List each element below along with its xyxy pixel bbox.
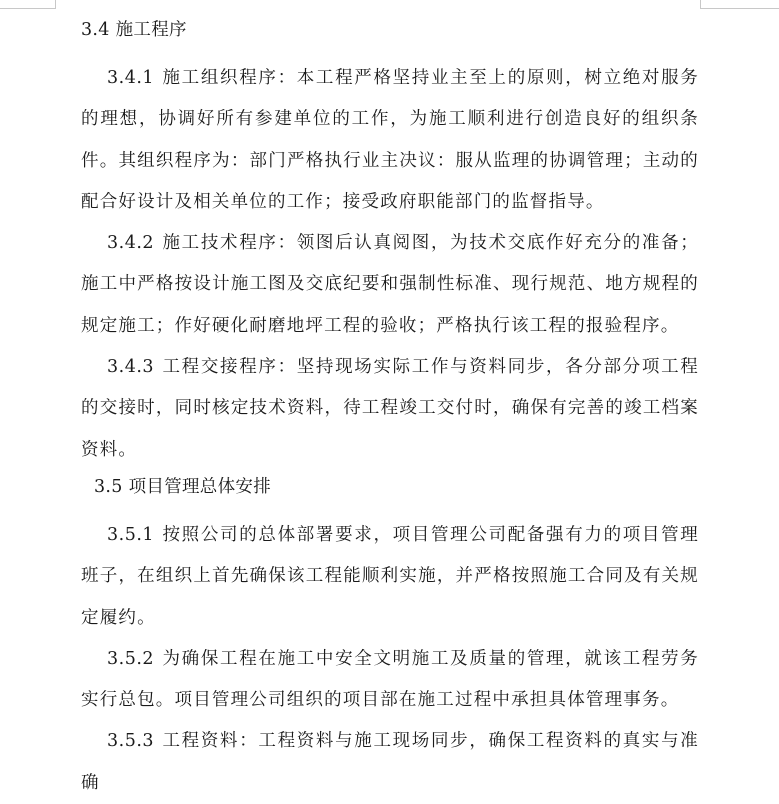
paragraph-text: 施工技术程序：领图后认真阅图，为技术交底作好充分的准备；施工中严格按设计施工图及交底纪要和强制性标准、现行规范、地方规程的规定施工；作好硬化耐磨地坪工程的验收；严格执行该工程的报验程序。	[81, 233, 699, 336]
paragraph-3-4-2	[81, 223, 699, 347]
paragraph-3-5-1	[81, 515, 699, 639]
paragraph-number: 3.4.1	[107, 68, 155, 88]
paragraph-3-5-2	[81, 639, 699, 722]
paragraph-3-4-1	[81, 58, 699, 223]
paragraph-text: 为确保工程在施工中安全文明施工及质量的管理，就该工程劳务实行总包。项目管理公司组织的项目部在施工过程中承担具体管理事务。	[81, 648, 699, 711]
crop-mark-top-left-vertical	[55, 0, 56, 9]
document-body	[81, 14, 699, 804]
paragraph-number: 3.4.3	[107, 357, 155, 378]
paragraph-text: 工程资料：工程资料与施工现场同步，确保工程资料的真实与准确	[81, 731, 699, 793]
paragraph-text: 施工组织程序：本工程严格坚持业主至上的原则，树立绝对服务的理想，协调好所有参建单位的工作，为施工顺利进行创造良好的组织条件。其组织程序为：部门严格执行业主决议：服从监理的协调管理；主动的配合好设计及相关单位的工作；接受政府职能部门的监督指导。	[81, 68, 699, 212]
paragraph-number: 3.5.2	[107, 648, 155, 669]
section-heading-3-5: 3.5 项目管理总体安排	[94, 476, 271, 497]
crop-mark-top-left-horizontal	[0, 8, 55, 9]
paragraph-number: 3.4.2	[107, 233, 155, 254]
crop-mark-top-right-horizontal	[700, 8, 779, 9]
paragraph-text: 工程交接程序：坚持现场实际工作与资料同步，各分部分项工程的交接时，同时核定技术资料，待工程竣工交付时，确保有完善的竣工档案资料。	[81, 357, 699, 460]
paragraph-3-4-3	[81, 347, 699, 471]
section-heading-3-4: 3.4 施工程序	[81, 20, 187, 40]
paragraph-number: 3.5.3	[107, 731, 155, 752]
paragraph-number: 3.5.1	[107, 524, 155, 545]
paragraph-text: 按照公司的总体部署要求，项目管理公司配备强有力的项目管理班子，在组织上首先确保该工程能顺利实施，并严格按照施工合同及有关规定履约。	[81, 524, 699, 628]
crop-mark-top-right-vertical	[700, 0, 701, 9]
paragraph-3-5-3	[81, 721, 699, 804]
